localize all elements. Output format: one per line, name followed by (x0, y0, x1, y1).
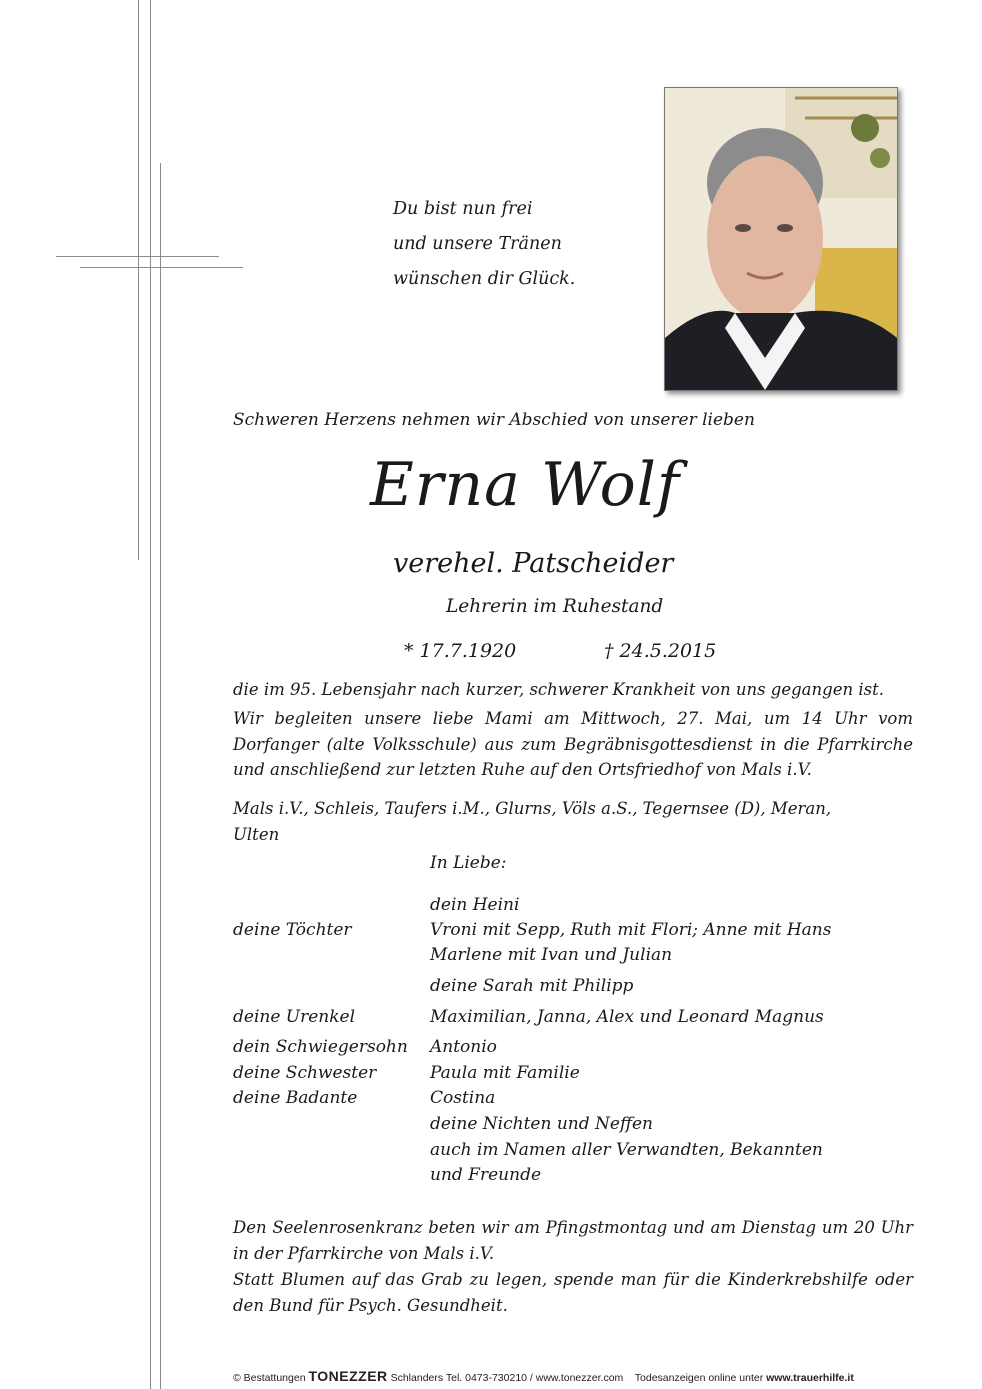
rosary-text: Den Seelenrosenkranz beten wir am Pfingstmontag und am Dienstag um 20 Uhr in der Pfarrkirche von Mals i.V. (233, 1218, 913, 1263)
mourner-name: Costina (430, 1088, 496, 1108)
mourner-name: Antonio (430, 1037, 497, 1057)
mourner-name: Vroni mit Sepp, Ruth mit Flori; Anne mit Hans (430, 920, 832, 940)
footer-details: Schlanders Tel. 0473-730210 / www.tonezzer.com (390, 1372, 624, 1384)
funeral-text: Wir begleiten unsere liebe Mami am Mittwoch, 27. Mai, um 14 Uhr vom Dorfanger (alte Volksschule) aus zum Begräbnisgottesdienst in die Pfarrkirche und anschließend zur letzten Ruhe auf den Ortsfriedhof von Mals i.V. (233, 709, 913, 779)
portrait-image (665, 88, 897, 390)
mourner-name: auch im Namen aller Verwandten, Bekannten (430, 1140, 823, 1160)
mourner-label: deine Badante (233, 1088, 358, 1108)
footer-brand: TONEZZER (308, 1368, 388, 1384)
in-love-text: In Liebe: (430, 853, 507, 873)
mourner-name: Maximilian, Janna, Alex und Leonard Magnus (430, 1007, 824, 1027)
poem-line: wünschen dir Glück. (393, 269, 576, 289)
donation-text: Statt Blumen auf das Grab zu legen, spende man für die Kinderkrebshilfe oder den Bund für Psych. Gesundheit. (233, 1270, 913, 1315)
mourner-name: deine Nichten und Neffen (430, 1114, 653, 1134)
places-text: Mals i.V., Schleis, Taufers i.M., Glurns, Völs a.S., Tegernsee (D), Meran, Ulten (233, 799, 832, 844)
mourner-label: deine Töchter (233, 920, 352, 940)
birth-date: * 17.7.1920 (404, 640, 517, 662)
poem-line: und unsere Tränen (393, 234, 562, 254)
announcement: die im 95. Lebensjahr nach kurzer, schwerer Krankheit von uns gegangen ist. (233, 680, 884, 699)
profession: Lehrerin im Ruhestand (446, 596, 664, 617)
footer (233, 1368, 854, 1384)
mourner-name: Marlene mit Ivan und Julian (430, 945, 673, 965)
footer-online: Todesanzeigen online unter (634, 1372, 764, 1384)
footer-prefix: © Bestattungen (233, 1372, 306, 1384)
intro-text: Schweren Herzens nehmen wir Abschied von unserer lieben (233, 410, 755, 430)
deceased-name: Erna Wolf (370, 450, 681, 520)
poem-line: Du bist nun frei (393, 199, 533, 219)
mourner-name: dein Heini (430, 895, 520, 915)
portrait-photo (664, 87, 898, 391)
mourner-label: deine Urenkel (233, 1007, 356, 1027)
mourner-name: und Freunde (430, 1165, 542, 1185)
death-date: † 24.5.2015 (604, 640, 717, 662)
mourner-name: deine Sarah mit Philipp (430, 976, 634, 996)
mourner-label: deine Schwester (233, 1063, 377, 1083)
mourner-label: dein Schwiegersohn (233, 1037, 408, 1057)
footer-site-link[interactable]: www.trauerhilfe.it (766, 1372, 854, 1384)
mourner-name: Paula mit Familie (430, 1063, 580, 1083)
married-name: verehel. Patscheider (393, 548, 674, 579)
poem (393, 192, 575, 297)
